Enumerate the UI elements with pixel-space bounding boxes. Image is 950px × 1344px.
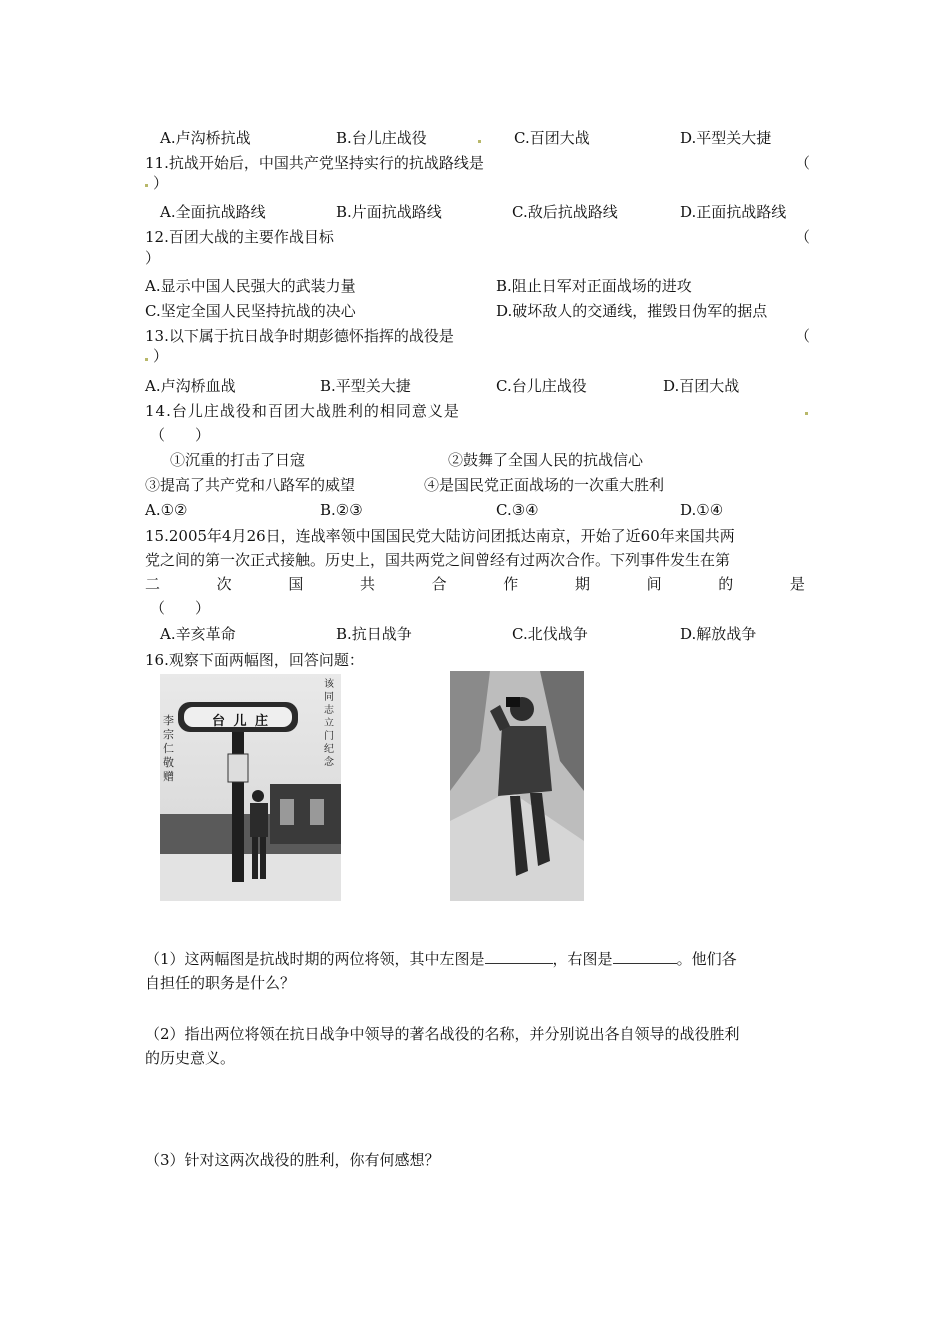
q16-sub2-line1: （2）指出两位将领在抗日战争中领导的著名战役的名称，并分别说出各自领导的战役胜利: [145, 1025, 740, 1043]
q12-option-c: C.坚定全国人民坚持抗战的决心: [145, 302, 356, 320]
stray-dot: [478, 140, 481, 143]
q14-item-3: ③提高了共产党和八路军的威望: [145, 476, 356, 494]
q15-char: 作: [503, 575, 519, 593]
sign-text: 台 儿 庄: [212, 714, 271, 729]
q15-char: 的: [718, 575, 734, 593]
stray-dot: [145, 358, 148, 361]
q12-stem: 12.百团大战的主要作战目标: [145, 228, 334, 246]
answer-blank-right[interactable]: [613, 949, 677, 964]
q15-char: 二: [145, 575, 161, 593]
q14-option-a: A.①②: [145, 501, 188, 519]
q15-line-3: [145, 574, 805, 594]
q12-option-d: D.破坏敌人的交通线，摧毁日伪军的据点: [496, 302, 768, 320]
q10-option-a: A.卢沟桥抗战: [160, 129, 251, 147]
q11-option-d: D.正面抗战路线: [680, 203, 787, 221]
photo-inscription-right: 该同志立门纪念: [324, 679, 334, 768]
q15-char: 共: [359, 575, 375, 593]
q11-paren-open: （: [795, 154, 811, 172]
q11-option-c: C.敌后抗战路线: [512, 203, 618, 221]
q15-paren: （ ）: [150, 599, 211, 617]
q14-stem: 14.台儿庄战役和百团大战胜利的相同意义是: [145, 402, 460, 420]
stray-dot: [805, 412, 808, 415]
q16-sub1-line1: [145, 949, 737, 969]
left-photo-general-sign: [160, 674, 341, 901]
answer-blank-left[interactable]: [485, 949, 553, 964]
q13-paren-close: ）: [153, 347, 169, 365]
q16-sub1-line2: 自担任的职务是什么？: [145, 974, 296, 992]
q15-char: 期: [574, 575, 590, 593]
q14-paren: （ ）: [150, 426, 211, 444]
q13-option-a: A.卢沟桥血战: [145, 377, 236, 395]
right-photo-general-binoculars: [450, 671, 584, 901]
q15-line-2: 党之间的第一次正式接触。历史上，国共两党之间曾经有过两次合作。下列事件发生在第: [145, 551, 731, 569]
q14-option-b: B.②③: [320, 501, 363, 519]
q16-sub1-text-c: 。他们各: [676, 950, 737, 968]
q13-paren-open: （: [795, 327, 811, 345]
q15-char: 国: [288, 575, 304, 593]
q14-option-d: D.①④: [680, 501, 724, 519]
q15-char: 是: [789, 575, 805, 593]
q12-paren-open: （: [795, 228, 811, 246]
q15-char: 间: [646, 575, 662, 593]
q14-item-2: ②鼓舞了全国人民的抗战信心: [448, 451, 644, 469]
q15-option-a: A.辛亥革命: [160, 625, 236, 643]
q14-option-c: C.③④: [496, 501, 539, 519]
q15-line-1: 15.2005年4月26日，连战率领中国国民党大陆访问团抵达南京，开始了近60年来国共两: [145, 527, 735, 545]
q15-option-b: B.抗日战争: [336, 625, 412, 643]
q10-option-d: D.平型关大捷: [680, 129, 772, 147]
q10-option-c: C.百团大战: [514, 129, 590, 147]
q12-option-b: B.阻止日军对正面战场的进攻: [496, 277, 692, 295]
stray-dot: [145, 184, 148, 187]
q14-item-4: ④是国民党正面战场的一次重大胜利: [424, 476, 665, 494]
q16-sub1-text-a: （1）这两幅图是抗战时期的两位将领，其中左图是: [145, 950, 485, 968]
q15-option-c: C.北伐战争: [512, 625, 588, 643]
q11-option-a: A.全面抗战路线: [160, 203, 266, 221]
q14-item-1: ①沉重的打击了日寇: [170, 451, 306, 469]
q15-option-d: D.解放战争: [680, 625, 757, 643]
q12-paren-close: ）: [145, 249, 161, 267]
q16-sub3: （3）针对这两次战役的胜利，你有何感想？: [145, 1151, 440, 1169]
q15-char: 合: [431, 575, 447, 593]
q16-sub1-text-b: ，右图是: [552, 950, 613, 968]
q10-option-b: B.台儿庄战役: [336, 129, 427, 147]
q11-stem: 11.抗战开始后，中国共产党坚持实行的抗战路线是: [145, 154, 484, 172]
q13-stem: 13.以下属于抗日战争时期彭德怀指挥的战役是: [145, 327, 454, 345]
q12-option-a: A.显示中国人民强大的武装力量: [145, 277, 356, 295]
q11-paren-close: ）: [153, 174, 169, 192]
q16-stem: 16.观察下面两幅图，回答问题：: [145, 651, 364, 669]
q13-option-b: B.平型关大捷: [320, 377, 411, 395]
q16-sub2-line2: 的历史意义。: [145, 1049, 236, 1067]
q11-option-b: B.片面抗战路线: [336, 203, 442, 221]
q15-char: 次: [216, 575, 232, 593]
photo-inscription-left: 李宗仁敬赠: [163, 714, 174, 783]
q13-option-d: D.百团大战: [663, 377, 740, 395]
q13-option-c: C.台儿庄战役: [496, 377, 587, 395]
